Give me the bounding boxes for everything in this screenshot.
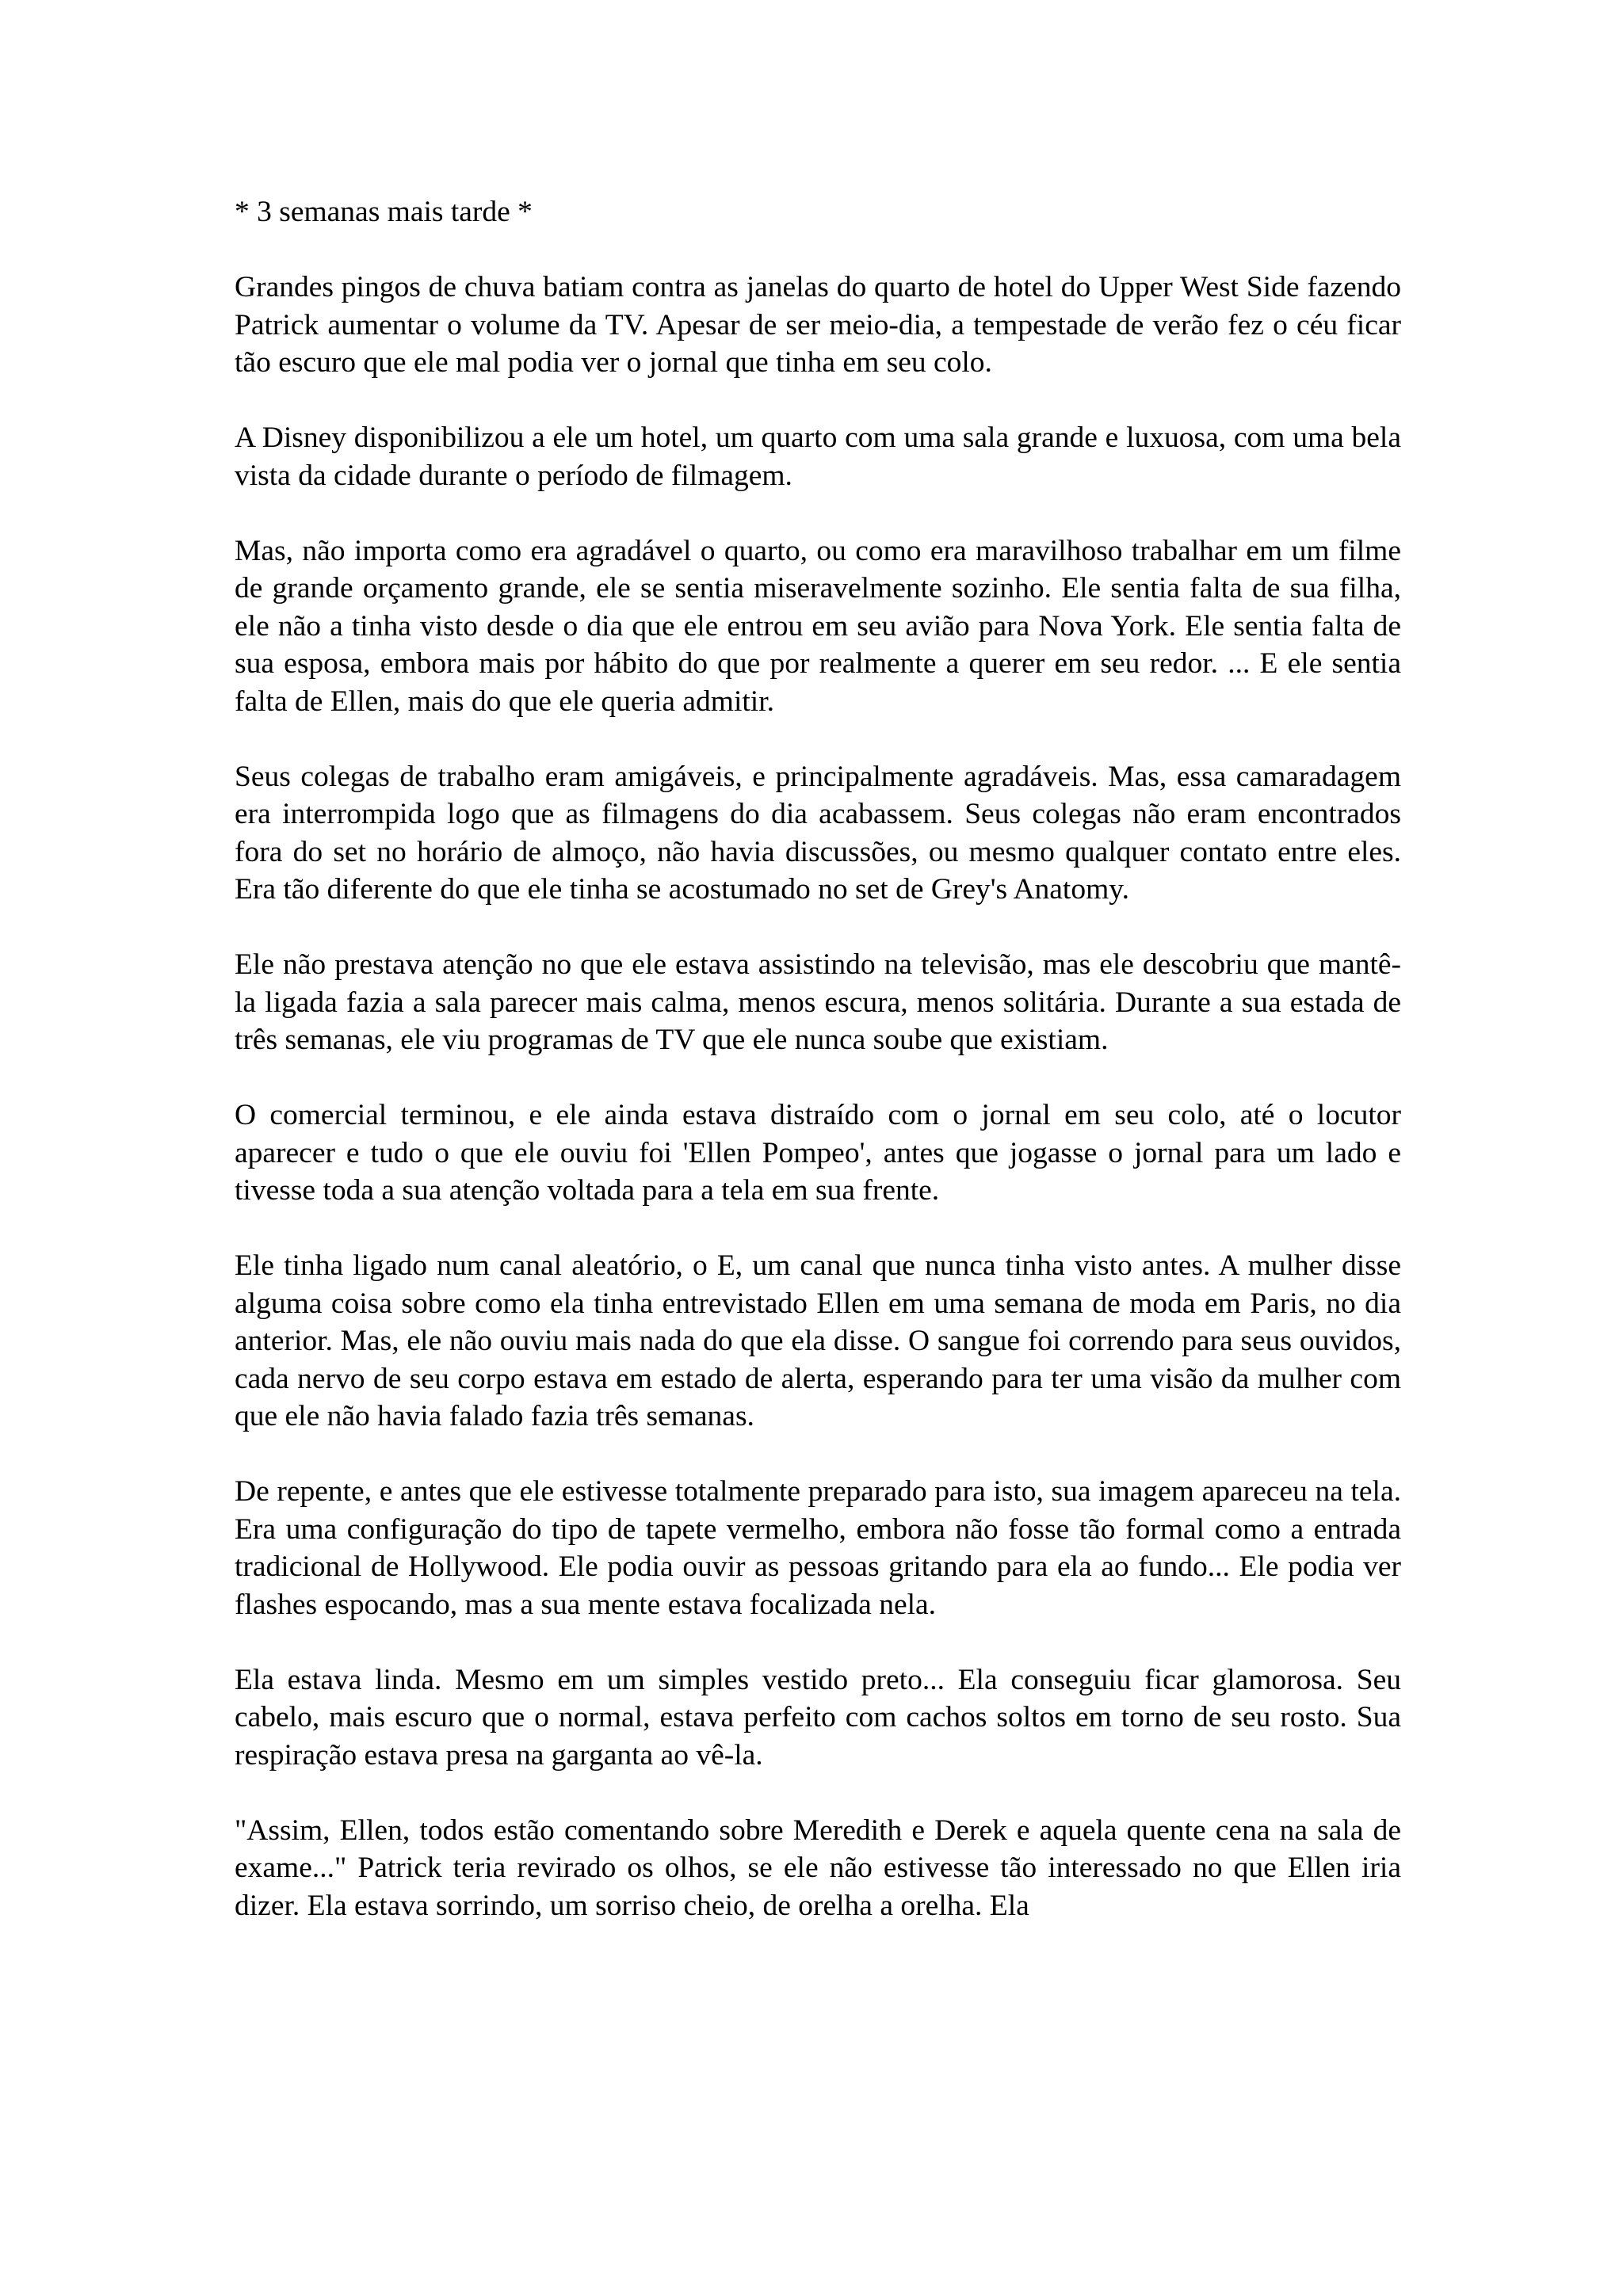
paragraph-6: O comercial terminou, e ele ainda estava distraído com o jornal em seu colo, até o locutor aparecer e tudo o que ele ouviu foi 'Ellen Pompeo', antes que jogasse o jornal para um lado e tivesse toda a sua atenção voltada para a tela em sua frente. xyxy=(235,1099,1401,1207)
paragraph-8: De repente, e antes que ele estivesse totalmente preparado para isto, sua imagem apareceu na tela. Era uma configuração do tipo de tapete vermelho, embora não fosse tão formal como a entrada tradicional de Hollywood. Ele podia ouvir as pessoas gritando para ela ao fundo... Ele podia ver flashes espocando, mas a sua mente estava focalizada nela. xyxy=(235,1475,1401,1621)
paragraph-4: Seus colegas de trabalho eram amigáveis, e principalmente agradáveis. Mas, essa camaradagem era interrompida logo que as filmagens do dia acabassem. Seus colegas não eram encontrados fora do set no horário de almoço, não havia discussões, ou mesmo qualquer contato entre eles. Era tão diferente do que ele tinha se acostumado no set de Grey's Anatomy. xyxy=(235,760,1401,906)
section-heading: * 3 semanas mais tarde * xyxy=(235,196,533,228)
paragraph-9: Ela estava linda. Mesmo em um simples vestido preto... Ela conseguiu ficar glamorosa. Seu cabelo, mais escuro que o normal, estava perfeito com cachos soltos em torno de seu rosto. Sua respiração estava presa na garganta ao vê-la. xyxy=(235,1663,1401,1772)
document-body xyxy=(235,193,1401,1924)
paragraph-7: Ele tinha ligado num canal aleatório, o E, um canal que nunca tinha visto antes. A mulher disse alguma coisa sobre como ela tinha entrevistado Ellen em uma semana de moda em Paris, no dia anterior. Mas, ele não ouviu mais nada do que ela disse. O sangue foi correndo para seus ouvidos, cada nervo de seu corpo estava em estado de alerta, esperando para ter uma visão da mulher com que ele não havia falado fazia três semanas. xyxy=(235,1249,1401,1432)
paragraph-3: Mas, não importa como era agradável o quarto, ou como era maravilhoso trabalhar em um filme de grande orçamento grande, ele se sentia miseravelmente sozinho. Ele sentia falta de sua filha, ele não a tinha visto desde o dia que ele entrou em seu avião para Nova York. Ele sentia falta de sua esposa, embora mais por hábito do que por realmente a querer em seu redor. ... E ele sentia falta de Ellen, mais do que ele queria admitir. xyxy=(235,534,1401,718)
paragraph-1: Grandes pingos de chuva batiam contra as janelas do quarto de hotel do Upper West Side fazendo Patrick aumentar o volume da TV. Apesar de ser meio-dia, a tempestade de verão fez o céu ficar tão escuro que ele mal podia ver o jornal que tinha em seu colo. xyxy=(235,271,1401,379)
paragraph-5: Ele não prestava atenção no que ele estava assistindo na televisão, mas ele descobriu que mantê-la ligada fazia a sala parecer mais calma, menos escura, menos solitária. Durante a sua estada de três semanas, ele viu programas de TV que ele nunca soube que existiam. xyxy=(235,948,1401,1056)
paragraph-10: "Assim, Ellen, todos estão comentando sobre Meredith e Derek e aquela quente cena na sala de exame..." Patrick teria revirado os olhos, se ele não estivesse tão interessado no que Ellen iria dizer. Ela estava sorrindo, um sorriso cheio, de orelha a orelha. Ela xyxy=(235,1814,1401,1922)
paragraph-2: A Disney disponibilizou a ele um hotel, um quarto com uma sala grande e luxuosa, com uma bela vista da cidade durante o período de filmagem. xyxy=(235,421,1401,492)
